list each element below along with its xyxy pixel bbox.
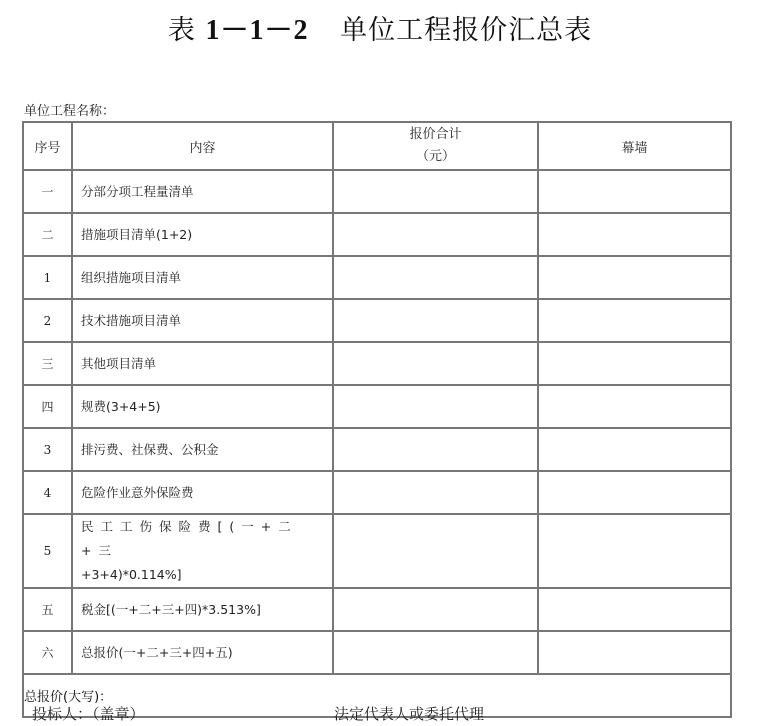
row-content-line1: 民工工伤保险费[(一+二+三: [81, 519, 298, 558]
table-row: [23, 256, 731, 299]
legal-rep-signature-label: 法定代表人或委托代理: [334, 705, 485, 723]
row-curtain-wall-cell[interactable]: [538, 428, 731, 471]
row-content: 措施项目清单(1+2): [72, 213, 333, 256]
row-seq: 4: [23, 471, 72, 514]
table-row: [23, 428, 731, 471]
row-curtain-wall-cell[interactable]: [538, 170, 731, 213]
row-curtain-wall-cell[interactable]: [538, 631, 731, 674]
row-curtain-wall-cell[interactable]: [538, 385, 731, 428]
table-row: [23, 342, 731, 385]
row-content: 组织措施项目清单: [72, 256, 333, 299]
row-seq: 五: [23, 588, 72, 631]
row-content: 总报价(一+二+三+四+五): [72, 631, 333, 674]
row-curtain-wall-cell[interactable]: [538, 514, 731, 588]
table-number: 1－1－2: [205, 15, 309, 46]
row-total-cell[interactable]: [333, 385, 538, 428]
table-row: [23, 385, 731, 428]
row-total-cell[interactable]: [333, 471, 538, 514]
table-row: [23, 471, 731, 514]
row-content: [72, 514, 333, 588]
table-row: [23, 170, 731, 213]
row-seq: 1: [23, 256, 72, 299]
row-content: 其他项目清单: [72, 342, 333, 385]
row-total-cell[interactable]: [333, 514, 538, 588]
header-total: [333, 122, 538, 170]
row-curtain-wall-cell[interactable]: [538, 342, 731, 385]
row-content: 规费(3+4+5): [72, 385, 333, 428]
row-curtain-wall-cell[interactable]: [538, 299, 731, 342]
row-content: 排污费、社保费、公积金: [72, 428, 333, 471]
row-total-cell[interactable]: [333, 342, 538, 385]
row-total-cell[interactable]: [333, 170, 538, 213]
row-total-cell[interactable]: [333, 428, 538, 471]
row-seq: 三: [23, 342, 72, 385]
bidder-signature-label: 投标人：（盖章）: [32, 705, 145, 723]
header-curtain-wall: 幕墙: [538, 122, 731, 170]
row-content: 技术措施项目清单: [72, 299, 333, 342]
row-content: 危险作业意外保险费: [72, 471, 333, 514]
total-capital-label: 总报价(大写)：: [23, 674, 731, 717]
title-text: 单位工程报价汇总表: [340, 15, 593, 46]
row-total-cell[interactable]: [333, 588, 538, 631]
table-row: [23, 588, 731, 631]
title-prefix: 表: [167, 15, 196, 46]
row-seq: 四: [23, 385, 72, 428]
table-row: [23, 631, 731, 674]
row-curtain-wall-cell[interactable]: [538, 588, 731, 631]
row-curtain-wall-cell[interactable]: [538, 471, 731, 514]
row-seq: 5: [23, 514, 72, 588]
table-header-row: [23, 122, 731, 170]
row-seq: 六: [23, 631, 72, 674]
table-row: [23, 299, 731, 342]
page-title: [0, 8, 760, 48]
table-row: [23, 514, 731, 588]
project-name-label: 单位工程名称：: [24, 104, 116, 119]
row-total-cell[interactable]: [333, 631, 538, 674]
row-content: 分部分项工程量清单: [72, 170, 333, 213]
table-row: [23, 213, 731, 256]
header-total-line2: （元）: [415, 149, 455, 164]
row-curtain-wall-cell[interactable]: [538, 256, 731, 299]
row-total-cell[interactable]: [333, 299, 538, 342]
header-seq: 序号: [23, 122, 72, 170]
row-total-cell[interactable]: [333, 213, 538, 256]
header-total-line1: 报价合计: [409, 127, 462, 142]
row-total-cell[interactable]: [333, 256, 538, 299]
row-seq: 3: [23, 428, 72, 471]
row-content: 税金[(一+二+三+四)*3.513%]: [72, 588, 333, 631]
row-seq: 2: [23, 299, 72, 342]
row-curtain-wall-cell[interactable]: [538, 213, 731, 256]
quote-summary-table: [22, 121, 732, 718]
row-content-line2: +3+4)*0.114%]: [81, 567, 182, 582]
row-seq: 二: [23, 213, 72, 256]
row-seq: 一: [23, 170, 72, 213]
header-content: 内容: [72, 122, 333, 170]
